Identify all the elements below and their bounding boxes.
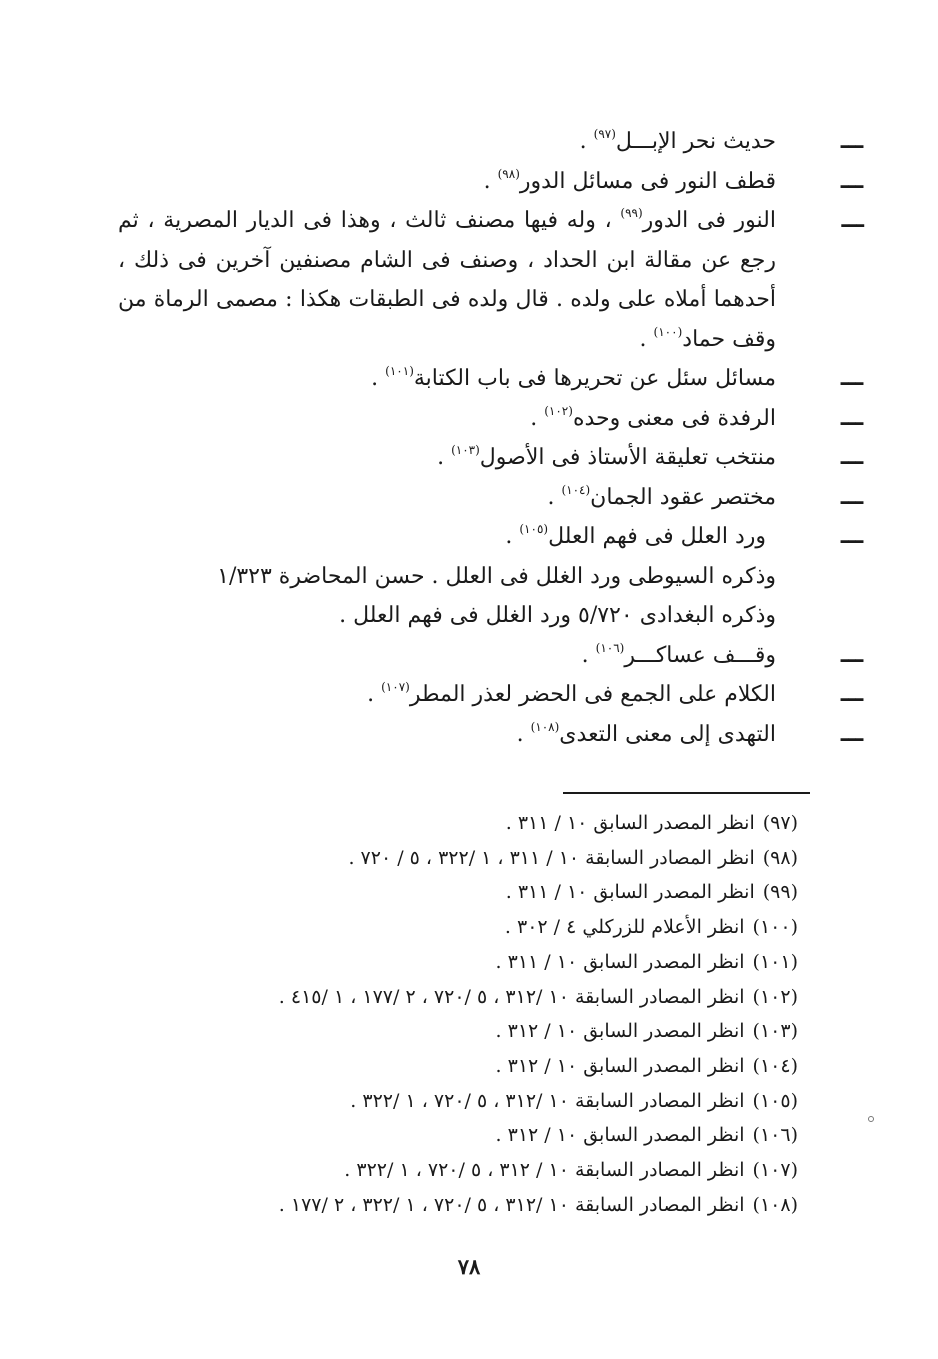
footnote-ref: (١٠٤) bbox=[561, 482, 591, 497]
page-number: ٧٨ bbox=[457, 1254, 481, 1279]
footnote bbox=[118, 1084, 798, 1119]
footnote-text: انظر المصدر السابق ١٠ / ٣١٢ . bbox=[495, 1020, 745, 1043]
footnote bbox=[118, 1049, 798, 1084]
footnote-text: انظر المصدر السابق ١٠ / ٣١١ . bbox=[495, 950, 745, 973]
bullet-dash: ـــ bbox=[840, 484, 864, 510]
comment-line: وذكره البغدادى ٥/٧٢٠ ورد الغلل فى فهم العلل . bbox=[339, 603, 776, 628]
entry-tail: . bbox=[547, 484, 562, 510]
footnote-number: (١٠٦) bbox=[752, 1124, 798, 1147]
footnote-ref: (١٠١) bbox=[385, 364, 414, 378]
footnote-ref: (١٠٧) bbox=[381, 680, 410, 694]
entry-title: وقـــف عساكـــر bbox=[624, 642, 776, 668]
footnote-number: (١٠٥) bbox=[752, 1089, 798, 1112]
footnote bbox=[118, 910, 798, 945]
entry-tail: . bbox=[530, 405, 545, 431]
entry-title: الرفدة فى معنى وحده bbox=[572, 405, 776, 431]
footnote-text: انظر المصادر السابقة ١٠ /٣١٢ ، ٥ /٧٢٠ ، ٢ /١٧٧ ، ١ /٤١٥ . bbox=[278, 985, 745, 1008]
entry-title: التهدى إلى معنى التعدى bbox=[559, 721, 776, 747]
footnote-number: (١٠٤) bbox=[752, 1054, 798, 1077]
footnote-text: انظر المصادر السابقة ١٠ / ٣١٢ ، ٥ /٧٢٠ ، ١ /٣٢٢ . bbox=[344, 1159, 745, 1182]
footnote bbox=[118, 1188, 798, 1223]
footnote bbox=[118, 841, 798, 876]
entry-tail: . bbox=[505, 524, 520, 549]
footnote-ref: (١٠٠) bbox=[653, 324, 683, 339]
bullet-dash: ـــ bbox=[841, 208, 864, 233]
footnote-ref: (١٠٢) bbox=[544, 403, 573, 418]
entry-title: مختصر عقود الجمان bbox=[590, 484, 776, 510]
entry-tail: . bbox=[639, 326, 654, 352]
footnote-number: (٩٨) bbox=[762, 846, 798, 869]
entry-title: منتخب تعليقة الأستاذ فى الأصول bbox=[479, 445, 776, 470]
footnote bbox=[118, 980, 798, 1015]
footnote-ref: (١٠٥) bbox=[519, 522, 549, 536]
footnote-text: انظر المصدر السابق ١٠ / ٣١١ . bbox=[505, 881, 755, 904]
footnote bbox=[118, 875, 798, 910]
footnote-number: (١٠١) bbox=[752, 950, 798, 973]
footnote bbox=[118, 1118, 798, 1153]
entry-title: مسائل سئل عن تحريرها فى باب الكتابة bbox=[413, 366, 776, 391]
list-item bbox=[118, 478, 864, 518]
bullet-dash: ـــ bbox=[840, 366, 864, 391]
footnote-text: انظر المصادر السابقة ١٠ / ٣١١ ، ١ /٣٢٢ ، ٥ / ٧٢٠ . bbox=[348, 846, 755, 869]
footnote-text: انظر المصدر السابق ١٠ / ٣١١ . bbox=[505, 812, 755, 834]
bullet-dash: ـــ bbox=[840, 721, 864, 747]
footnote-divider bbox=[563, 792, 810, 794]
footnote-ref: (٩٩) bbox=[620, 206, 643, 220]
footnote-text: انظر المصادر السابقة ١٠ /٣١٢ ، ٥ /٧٢٠ ، ١ /٣٢٢ . bbox=[350, 1089, 745, 1112]
scan-speck bbox=[868, 1116, 874, 1122]
entry-tail: . bbox=[581, 642, 596, 668]
entry-tail: . bbox=[371, 366, 386, 391]
entry-tail: . bbox=[437, 445, 452, 470]
footnote-ref: (١٠٦) bbox=[595, 640, 625, 655]
bullet-dash: ـــ bbox=[840, 168, 864, 194]
list-item bbox=[118, 359, 864, 399]
entry-tail: ، وله فيها مصنف ثالث ، وهذا فى الديار المصرية ، ثم رجع عن مقالة ابن الحداد ، وصنف فى الشام مصنفين آخرين فى ذلك ، أحدهما أملاه على ولده . قال ولده فى الطبقات هكذا : مصمى الرماة من وقف حماد bbox=[118, 208, 776, 352]
bullet-dash: ـــ bbox=[840, 405, 864, 431]
footnote-text: انظر المصادر السابقة ١٠ /٣١٢ ، ٥ /٧٢٠ ، ١ /٣٢٢ ، ٢ /١٧٧ . bbox=[278, 1193, 745, 1216]
list-item bbox=[118, 162, 864, 202]
list-item bbox=[118, 675, 864, 715]
footnote-text: انظر الأعلام للزركلي ٤ / ٣٠٢ . bbox=[504, 916, 745, 939]
footnote bbox=[118, 945, 798, 980]
entry-tail: . bbox=[516, 721, 531, 747]
footnote-number: (٩٧) bbox=[762, 812, 798, 834]
list-item bbox=[118, 399, 864, 439]
list-item bbox=[118, 201, 864, 359]
list-item bbox=[118, 715, 864, 755]
entry-title: ورد العلل فى فهم العلل bbox=[548, 524, 766, 549]
entry-tail: . bbox=[483, 168, 498, 194]
footnote-number: (١٠٠) bbox=[752, 916, 798, 939]
footnote-number: (٩٩) bbox=[762, 881, 798, 904]
list-item bbox=[118, 636, 864, 676]
footnotes-list bbox=[118, 806, 798, 1222]
list-item bbox=[118, 438, 864, 478]
entry-title: النور فى الدور bbox=[642, 208, 776, 233]
footnote-number: (١٠٨) bbox=[752, 1193, 798, 1216]
footnote-ref: (١٠٣) bbox=[451, 443, 480, 457]
entry-tail: . bbox=[367, 682, 382, 707]
entry-title: قطف النور فى مسائل الدور bbox=[519, 168, 776, 194]
entry-tail: . bbox=[579, 129, 594, 154]
footnote-ref: (٩٨) bbox=[497, 166, 520, 181]
footnote bbox=[118, 806, 798, 841]
entry-title: الكلام على الجمع فى الحضر لعذر المطر bbox=[409, 682, 776, 707]
bullet-dash: ـــ bbox=[840, 129, 864, 154]
bullet-dash: ـــ bbox=[840, 682, 864, 707]
list-item bbox=[118, 122, 864, 162]
footnote-number: (١٠٣) bbox=[752, 1020, 798, 1043]
footnote-text: انظر المصدر السابق ١٠ / ٣١٢ . bbox=[495, 1124, 745, 1147]
comment-line: وذكره السيوطى ورد الغلل فى العلل . حسن المحاضرة ١/٣٢٣ bbox=[217, 563, 776, 589]
footnote-ref: (١٠٨) bbox=[530, 719, 560, 734]
footnote-ref: (٩٧) bbox=[593, 127, 616, 141]
works-list bbox=[118, 122, 864, 754]
footnote bbox=[118, 1153, 798, 1188]
footnote-text: انظر المصدر السابق ١٠ / ٣١٢ . bbox=[495, 1054, 745, 1077]
entry-title: حديث نحر الإبـــل bbox=[615, 129, 776, 154]
bullet-dash: ـــ bbox=[840, 524, 864, 549]
bullet-dash: ـــ bbox=[840, 642, 864, 668]
list-item bbox=[118, 517, 864, 557]
bullet-dash: ـــ bbox=[840, 445, 864, 470]
footnote bbox=[118, 1014, 798, 1049]
footnote-number: (١٠٢) bbox=[752, 985, 798, 1008]
footnote-number: (١٠٧) bbox=[752, 1159, 798, 1182]
